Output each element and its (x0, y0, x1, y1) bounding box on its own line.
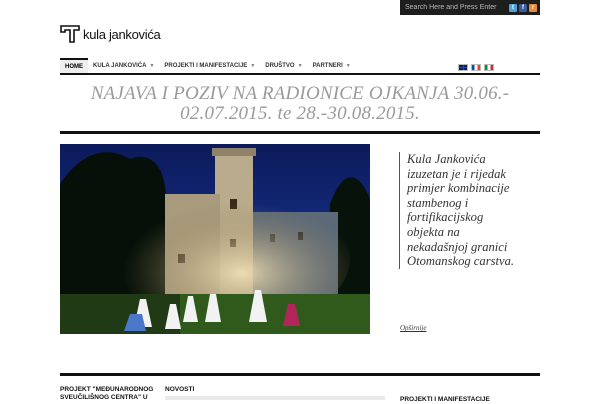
twitter-icon[interactable]: t (509, 4, 517, 12)
headline-line-2: 02.07.2015. te 28.-30.08.2015. (180, 103, 420, 124)
flag-it-icon[interactable] (484, 64, 494, 71)
column-title-news: NOVOSTI (165, 386, 195, 393)
hero-image[interactable] (60, 144, 370, 334)
nav-item-drustvo[interactable] (260, 58, 307, 73)
tower-logo-icon (60, 24, 80, 44)
divider (60, 373, 540, 376)
search-input[interactable] (405, 4, 500, 11)
nav-label: DRUŠTVO (265, 62, 295, 69)
social-links (509, 4, 537, 12)
flag-en-icon[interactable] (458, 64, 468, 71)
read-more-link[interactable]: Opširnije (400, 324, 427, 332)
nav-label: HOME (65, 63, 83, 70)
column-title-projects: PROJEKTI I MANIFESTACIJE (400, 396, 490, 403)
page-title[interactable] (60, 84, 540, 124)
chevron-down-icon: ▼ (297, 62, 303, 69)
facebook-icon[interactable]: f (519, 4, 527, 12)
headline-line-1: NAJAVA I POZIV NA RADIONICE OJKANJA 30.06.- (90, 83, 510, 104)
rss-icon[interactable]: r (529, 4, 537, 12)
chevron-down-icon: ▼ (345, 62, 351, 69)
divider (60, 131, 540, 134)
nav-item-home[interactable] (60, 58, 88, 73)
nav-label: PROJEKTI I MANIFESTACIJE (164, 62, 248, 69)
logo-text: kula jankovića (83, 26, 161, 42)
top-search-bar (400, 0, 540, 15)
nav-item-partneri[interactable] (308, 58, 356, 73)
chevron-down-icon: ▼ (250, 62, 256, 69)
column-title-project[interactable]: PROJEKT "MEĐUNARODNOG SVEUČILIŠNOG CENTRA" U (60, 386, 154, 401)
castle-night-photo (60, 144, 370, 334)
chevron-down-icon: ▼ (149, 62, 155, 69)
news-header-bar (165, 396, 385, 400)
nav-item-kula[interactable] (88, 58, 159, 73)
nav-item-projekti[interactable] (159, 58, 260, 73)
language-switcher (458, 64, 494, 71)
nav-label: PARTNERI (312, 62, 343, 69)
nav-label: KULA JANKOVIĆA (93, 62, 147, 69)
intro-quote: Kula Jankovića izuzetan je i rijedak primjer kombinacije stambenog i fortifikacijskog objekta na nekadašnjoj granici Otomanskog carstva. (399, 152, 515, 269)
flag-fr-icon[interactable] (471, 64, 481, 71)
site-logo[interactable] (60, 24, 160, 44)
